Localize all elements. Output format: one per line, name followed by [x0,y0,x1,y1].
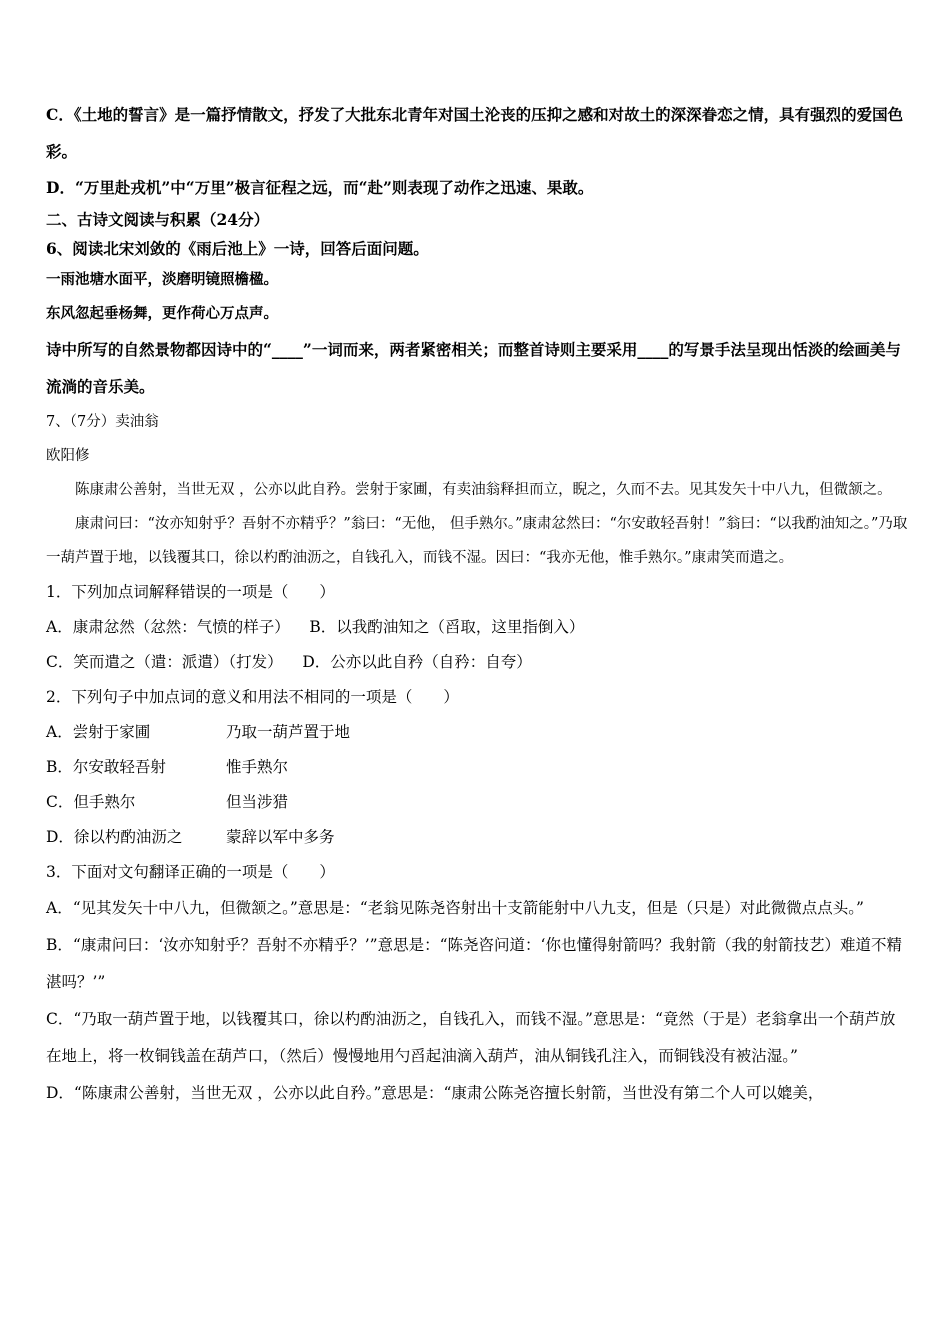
q7-paragraph-1: 陈康肃公善射，当世无双 ，公亦以此自矜。尝射于家圃，有卖油翁释担而立，睨之，久而不去。见其发矢十中八九，但微颔之。 [75,482,892,498]
prev-option-c: C．《土地的誓言》是一篇抒情散文，抒发了大批东北青年对国土沦丧的压抑之感和对故土的深深眷恋之情，具有强烈的爱国色彩。 [46,105,904,161]
q7-sub2-row [46,785,908,820]
q7-sub2-left: A．尝射于家圃 [46,723,151,741]
q7-sub3-option-b: B．“康肃问曰：‘汝亦知射乎？吾射不亦精乎？’”意思是：“陈尧咨问道：‘你也懂得射箭吗？我射箭（我的射箭技艺）难道不精湛吗？’” [46,936,902,991]
document-page [46,96,908,1112]
q7-sub1-stem: 1．下列加点词解释错误的一项是（ ） [46,583,335,601]
q7-sub2-right: 但当涉猎 [226,793,289,811]
q7-sub2-row [46,820,908,855]
q7-sub3-option-d: D．“陈康肃公善射，当世无双 ，公亦以此自矜。”意思是：“康肃公陈尧咨擅长射箭，当世没有第二个人可以媲美， [46,1084,824,1102]
q7-author: 欧阳修 [46,448,90,464]
q7-sub2-left: C．但手熟尔 [46,793,136,811]
q7-sub1-options-cd [46,645,908,680]
q7-sub2-right: 乃取一葫芦置于地 [226,723,351,741]
q6-question: 诗中所写的自然景物都因诗中的“____”一词而来，两者紧密相关；而整首诗则主要采用____的写景手法呈现出恬淡的绘画美与流淌的音乐美。 [46,340,901,396]
q7-sub2-right: 惟手熟尔 [226,758,289,776]
q7-sub2-right: 蒙辞以军中多务 [226,828,335,846]
q7-sub2-row [46,715,908,750]
q7-sub3-option-a: A．“见其发矢十中八九，但微颔之。”意思是：“老翁见陈尧咨射出十支箭能射中八九支，但是（只是）对此微微点点头。” [46,899,864,917]
q7-sub1-options-ab [46,610,908,645]
q7-sub1-option-a: A．康肃忿然（忿然：气愤的样子） [46,618,290,636]
q6-poem-line1: 一雨池塘水面平，淡磨明镜照檐楹。 [46,271,278,288]
q6-poem-line2: 东风忽起垂杨舞，更作荷心万点声。 [46,305,278,322]
q7-sub1-option-b: B．以我酌油知之（舀取，这里指倒入） [309,618,585,636]
q7-sub2-row [46,750,908,785]
q7-paragraph-2: 康肃问曰：“汝亦知射乎？吾射不亦精乎？”翁曰：“无他， 但手熟尔。”康肃忿然曰：“尔安敢轻吾射！”翁曰：“以我酌油知之。”乃取一葫芦置于地，以钱覆其口，徐以杓酌油沥之，自钱孔入，而钱不湿。因曰：“我亦无他，惟手熟尔。”康肃笑而遣之。 [46,516,908,566]
q7-sub2-left: D．徐以杓酌油沥之 [46,828,183,846]
q7-sub1-option-d: D．公亦以此自矜（自矜：自夸） [302,653,532,671]
q7-sub2-stem: 2．下列句子中加点词的意义和用法不相同的一项是（ ） [46,688,459,706]
section-heading: 二、古诗文阅读与积累（24分） [46,210,270,229]
q7-title: 7、（7分）卖油翁 [46,414,159,430]
prev-option-d: D．“万里赴戎机”中“万里”极言征程之远，而“赴”则表现了动作之迅速、果敢。 [46,178,594,197]
q6-prompt: 6、阅读北宋刘敛的《雨后池上》一诗，回答后面问题。 [46,239,429,258]
q7-sub2-left: B．尔安敢轻吾射 [46,758,166,776]
q7-sub3-option-c: C．“乃取一葫芦置于地，以钱覆其口，徐以杓酌油沥之，自钱孔入，而钱不湿。”意思是：“竟然（于是）老翁拿出一个葫芦放在地上，将一枚铜钱盖在葫芦口，（然后）慢慢地用勺舀起油滴入葫芦，油从铜钱孔注入，而铜钱没有被沾湿。” [46,1010,896,1065]
q7-sub3-stem: 3．下面对文句翻译正确的一项是（ ） [46,863,335,881]
q7-sub1-option-c: C．笑而遣之（遣：派遣）（打发） [46,653,283,671]
